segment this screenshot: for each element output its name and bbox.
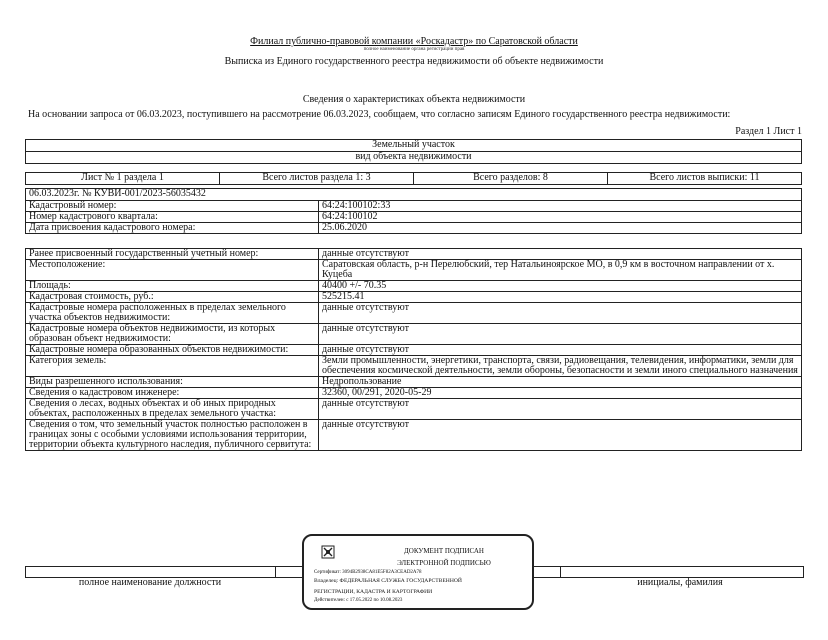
field-value: 40400 +/- 70.35 <box>319 281 802 292</box>
object-type-caption: вид объекта недвижимости <box>26 152 802 164</box>
table-row <box>26 249 802 260</box>
stamp-owner-2: РЕГИСТРАЦИИ, КАДАСТРА И КАРТОГРАФИИ <box>314 589 433 595</box>
characteristics-table <box>25 248 802 451</box>
org-name: Филиал публично-правовой компании «Роскадастр» по Саратовской области <box>250 36 578 47</box>
signature-divider-right <box>560 566 561 577</box>
field-value: данные отсутствуют <box>319 399 802 420</box>
table-row <box>26 260 802 281</box>
field-label: Площадь: <box>26 281 319 292</box>
field-label: Кадастровые номера расположенных в пределах земельного участка объектов недвижимости: <box>26 303 319 324</box>
stamp-certificate: Сертификат: 3094B2938CA81E5F82A3CEAD2A78 <box>314 570 422 575</box>
field-label: Кадастровые номера объектов недвижимости, из которых образован объект недвижимости: <box>26 324 319 345</box>
section-sheet-label: Раздел 1 Лист 1 <box>735 126 802 137</box>
table-row <box>26 324 802 345</box>
field-value: 64:24:100102:33 <box>319 201 802 212</box>
table-row <box>26 399 802 420</box>
field-label: Дата присвоения кадастрового номера: <box>26 223 319 234</box>
table-row <box>26 292 802 303</box>
field-label: Сведения о том, что земельный участок полностью расположен в границах зоны с особыми условиями использования территории, территории объекта культурного наследия, публичного сервитута: <box>26 420 319 451</box>
field-label: Кадастровый номер: <box>26 201 319 212</box>
table-row <box>26 420 802 451</box>
field-label: Сведения о лесах, водных объектах и об иных природных объектах, расположенных в пределах земельного участка: <box>26 399 319 420</box>
table-row <box>26 223 802 234</box>
field-value: Земли промышленности, энергетики, транспорта, связи, радиовещания, телевидения, информатики, земли для обеспечения космической деятельности, земли обороны, безопасности и земли иного специального назначения <box>319 356 802 377</box>
signature-divider-left <box>275 566 276 577</box>
position-caption: полное наименование должности <box>78 577 222 588</box>
field-label: Виды разрешенного использования: <box>26 377 319 388</box>
section-title: Сведения о характеристиках объекта недвижимости <box>302 94 526 105</box>
sheet-summary-row <box>25 172 802 185</box>
field-value: данные отсутствуют <box>319 420 802 451</box>
table-row <box>26 356 802 377</box>
intro-text: На основании запроса от 06.03.2023, поступившего на рассмотрение 06.03.2023, сообщаем, что согласно записям Единого государственного реестра недвижимости: <box>28 109 731 120</box>
total-sections: Всего разделов: 8 <box>414 173 608 185</box>
table-row <box>26 388 802 399</box>
table-row <box>26 345 802 356</box>
object-type: Земельный участок <box>26 140 802 152</box>
table-row <box>26 212 802 223</box>
stamp-line-2: ЭЛЕКТРОННОЙ ПОДПИСЬЮ <box>397 559 491 567</box>
emblem-icon <box>320 544 336 560</box>
org-caption: полное наименование органа регистрации прав <box>363 47 465 52</box>
field-value: 25.06.2020 <box>319 223 802 234</box>
field-value: 525215.41 <box>319 292 802 303</box>
table-row <box>26 281 802 292</box>
main-info-table <box>25 200 802 234</box>
field-label: Сведения о кадастровом инженере: <box>26 388 319 399</box>
field-value: данные отсутствуют <box>319 303 802 324</box>
field-value: Недропользование <box>319 377 802 388</box>
field-value: данные отсутствуют <box>319 345 802 356</box>
table-row <box>26 377 802 388</box>
field-value: данные отсутствуют <box>319 324 802 345</box>
stamp-line-1: ДОКУМЕНТ ПОДПИСАН <box>404 547 484 555</box>
field-label: Местоположение: <box>26 260 319 281</box>
field-value: 32360, 00/291, 2020-05-29 <box>319 388 802 399</box>
field-label: Кадастровая стоимость, руб.: <box>26 292 319 303</box>
table-row <box>26 201 802 212</box>
stamp-validity: Действителен: с 17.05.2022 по 10.08.2023 <box>314 598 403 603</box>
total-sheets-section: Всего листов раздела 1: 3 <box>220 173 414 185</box>
field-value: 64:24:100102 <box>319 212 802 223</box>
field-value: данные отсутствуют <box>319 249 802 260</box>
document-title: Выписка из Единого государственного реестра недвижимости об объекте недвижимости <box>224 56 604 67</box>
name-caption: инициалы, фамилия <box>637 577 723 588</box>
field-label: Ранее присвоенный государственный учетный номер: <box>26 249 319 260</box>
field-label: Номер кадастрового квартала: <box>26 212 319 223</box>
field-label: Кадастровые номера образованных объектов недвижимости: <box>26 345 319 356</box>
stamp-owner: Владелец: ФЕДЕРАЛЬНАЯ СЛУЖБА ГОСУДАРСТВЕННОЙ <box>314 578 462 584</box>
table-row <box>26 303 802 324</box>
field-label: Категория земель: <box>26 356 319 377</box>
extract-number: 06.03.2023г. № КУВИ-001/2023-56035432 <box>26 189 802 201</box>
field-value: Саратовская область, р-н Перелюбский, тер Натальиноярское МО, в 0,9 км в восточном направлении от х. Куцеба <box>319 260 802 281</box>
object-type-box <box>25 139 802 164</box>
e-signature-stamp <box>302 534 534 610</box>
sheet-number: Лист № 1 раздела 1 <box>26 173 220 185</box>
total-sheets: Всего листов выписки: 11 <box>608 173 802 185</box>
